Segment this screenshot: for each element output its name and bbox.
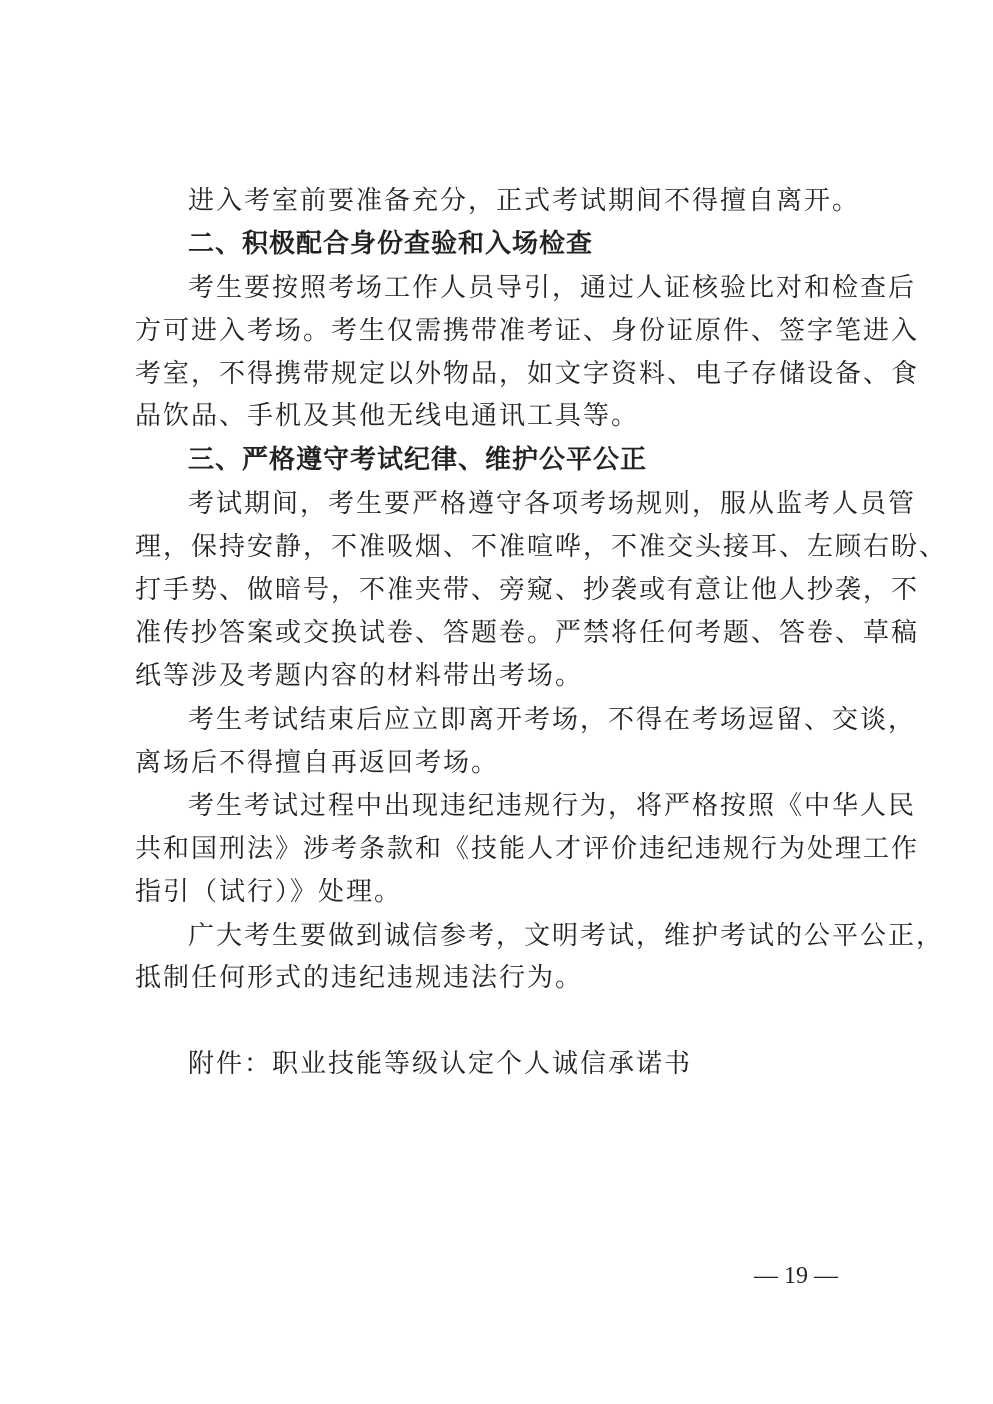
paragraph-line: 考生考试过程中出现违纪违规行为，将严格按照《中华人民: [188, 791, 917, 821]
paragraph-line: 考生要按照考场工作人员导引，通过人证核验比对和检查后: [188, 273, 917, 303]
attachment-note: 附件：职业技能等级认定个人诚信承诺书: [188, 1049, 693, 1079]
paragraph-line: 离场后不得擅自再返回考场。: [135, 748, 500, 778]
paragraph-line: 考试期间，考生要严格遵守各项考场规则，服从监考人员管: [188, 489, 917, 519]
paragraph-line: 纸等涉及考题内容的材料带出考场。: [135, 661, 584, 691]
paragraph-line: 打手势、做暗号，不准夹带、旁窥、抄袭或有意让他人抄袭，不: [135, 575, 920, 605]
paragraph-line: 广大考生要做到诚信参考，文明考试，维护考试的公平公正，: [188, 921, 945, 951]
paragraph-line: 方可进入考场。考生仅需携带准考证、身份证原件、签字笔进入: [135, 316, 920, 346]
paragraph-line: 指引（试行）》处理。: [135, 877, 403, 907]
paragraph-line: 考生考试结束后应立即离开考场，不得在考场逗留、交谈，: [188, 705, 917, 735]
section-heading-2: 二、积极配合身份查验和入场检查: [188, 229, 594, 259]
paragraph-line: 共和国刑法》涉考条款和《技能人才评价违纪违规行为处理工作: [135, 834, 920, 864]
paragraph-line: 准传抄答案或交换试卷、答题卷。严禁将任何考题、答卷、草稿: [135, 618, 920, 648]
paragraph-line: 考室，不得携带规定以外物品，如文字资料、电子存储设备、食: [135, 359, 920, 389]
page-number: — 19 —: [754, 1263, 838, 1289]
paragraph-line: 理，保持安静，不准吸烟、不准喧哗，不准交头接耳、左顾右盼、: [135, 532, 948, 562]
paragraph-line: 抵制任何形式的违纪违规违法行为。: [135, 963, 584, 993]
paragraph-line: 进入考室前要准备充分，正式考试期间不得擅自离开。: [188, 186, 861, 216]
paragraph-line: 品饮品、手机及其他无线电通讯工具等。: [135, 401, 640, 431]
section-heading-3: 三、严格遵守考试纪律、维护公平公正: [188, 445, 648, 475]
